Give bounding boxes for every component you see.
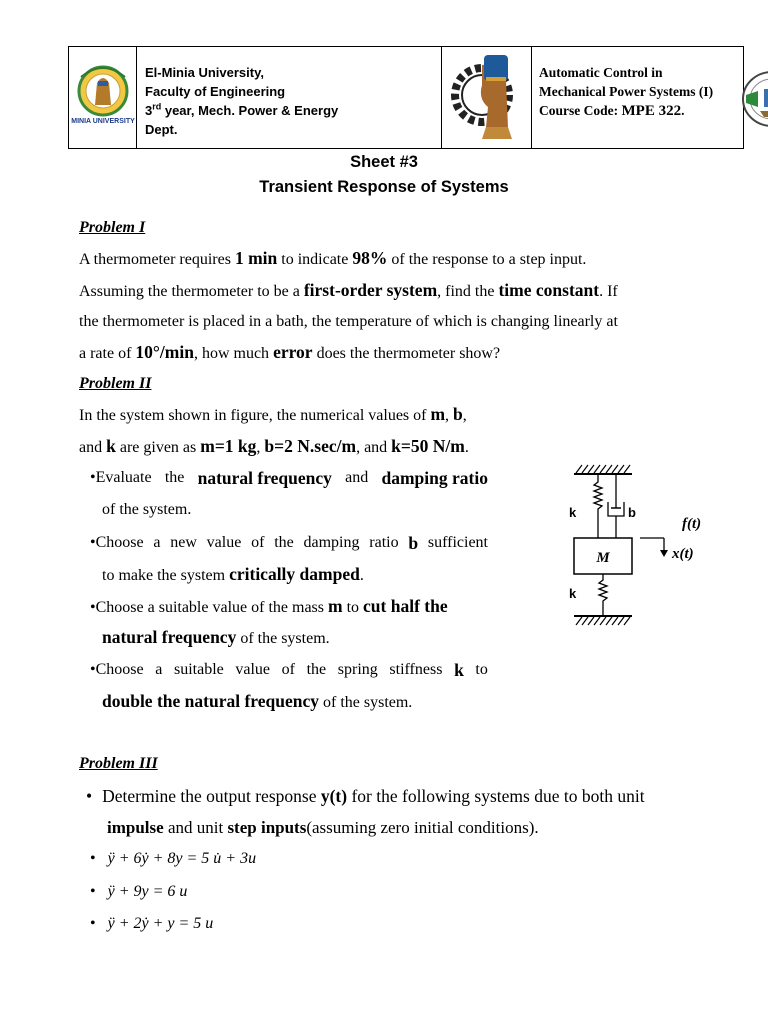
problem-2-bullet-4: •Choose a suitable value of the spring stiffness k to <box>90 660 488 680</box>
damper-b-label: b <box>628 505 636 520</box>
course-title-line1: Automatic Control in <box>539 65 663 80</box>
course-code: MPE 322 <box>621 103 682 119</box>
faculty-engineering-logo <box>442 47 532 150</box>
course-title-line2: Mechanical Power Systems (I) <box>539 84 714 99</box>
university-name: El-Minia University, <box>145 65 264 80</box>
problem-1-line-3: the thermometer is placed in a bath, the temperature of which is changing linearly at <box>79 313 618 330</box>
problem-2-line-2: and k are given as m=1 kg, b=2 N.sec/m, and k=50 N/m. <box>79 436 469 456</box>
course-code-line: Course Code: MPE 322. <box>539 103 685 119</box>
problem-2-bullet-3: •Choose a suitable value of the mass m to cut half the <box>90 596 448 616</box>
mass-label: M <box>596 550 610 566</box>
force-label: f(t) <box>682 516 702 532</box>
equation-1: • ÿ + 6ẏ + 8y = 5 u̇ + 3u <box>90 850 257 867</box>
displacement-label: x(t) <box>672 546 694 562</box>
sheet-title: Sheet #3 <box>350 153 418 171</box>
problem-2-bullet-3-cont: natural frequency of the system. <box>102 627 330 647</box>
problem-2-bullet-1-cont: of the system. <box>102 501 192 518</box>
problem-1-line-2: Assuming the thermometer to be a first-order system, find the time constant. If <box>79 280 618 300</box>
course-info-cell <box>532 47 745 148</box>
bottom-spring <box>599 574 607 616</box>
sheet-subtitle: Transient Response of Systems <box>259 178 509 196</box>
problem-3-line-1: • Determine the output response y(t) for the following systems due to both unit <box>86 786 645 806</box>
spring-k-top-label: k <box>569 505 577 520</box>
faculty-name: Faculty of Engineering <box>145 84 286 99</box>
problem-2-bullet-1: •Evaluate the natural frequency and damping ratio <box>90 468 488 488</box>
problem-3-line-2: impulse and unit step inputs(assuming zero initial conditions). <box>107 818 539 837</box>
faculty-logo-cell <box>442 47 532 148</box>
dept-line: Dept. <box>145 122 178 137</box>
spring-k-bottom-label: k <box>569 586 577 601</box>
department-logo <box>740 69 768 129</box>
university-logo-cell <box>69 47 137 148</box>
top-spring <box>594 474 602 538</box>
equation-3: • ÿ + 2ẏ + y = 5 u <box>90 915 214 932</box>
year-dept-line: 3rd year, Mech. Power & Energy <box>145 101 339 118</box>
university-info-cell <box>137 47 442 148</box>
minia-university-logo <box>69 47 137 150</box>
mass-spring-damper-diagram <box>560 460 730 630</box>
logo-left-caption: MINIA UNIVERSITY <box>71 118 135 125</box>
problem-2-bullet-2: •Choose a new value of the damping ratio b sufficient <box>90 533 488 553</box>
problem-1-line-1: A thermometer requires 1 min to indicate 98% of the response to a step input. <box>79 248 587 268</box>
problem-2-heading: Problem II <box>79 375 152 392</box>
problem-2-line-1: In the system shown in figure, the numerical values of m, b, <box>79 404 467 424</box>
equation-2: • ÿ + 9y = 6 u <box>90 883 188 900</box>
problem-2-bullet-4-cont: double the natural frequency of the system. <box>102 691 413 711</box>
problem-3-heading: Problem III <box>79 755 158 772</box>
problem-1-line-4: a rate of 10°/min, how much error does the thermometer show? <box>79 342 501 362</box>
problem-2-bullet-2-cont: to make the system critically damped. <box>102 564 364 584</box>
problem-1-heading: Problem I <box>79 219 146 236</box>
top-ground-hatch <box>576 465 630 473</box>
header-table <box>68 46 744 149</box>
bottom-ground-hatch <box>576 617 630 625</box>
